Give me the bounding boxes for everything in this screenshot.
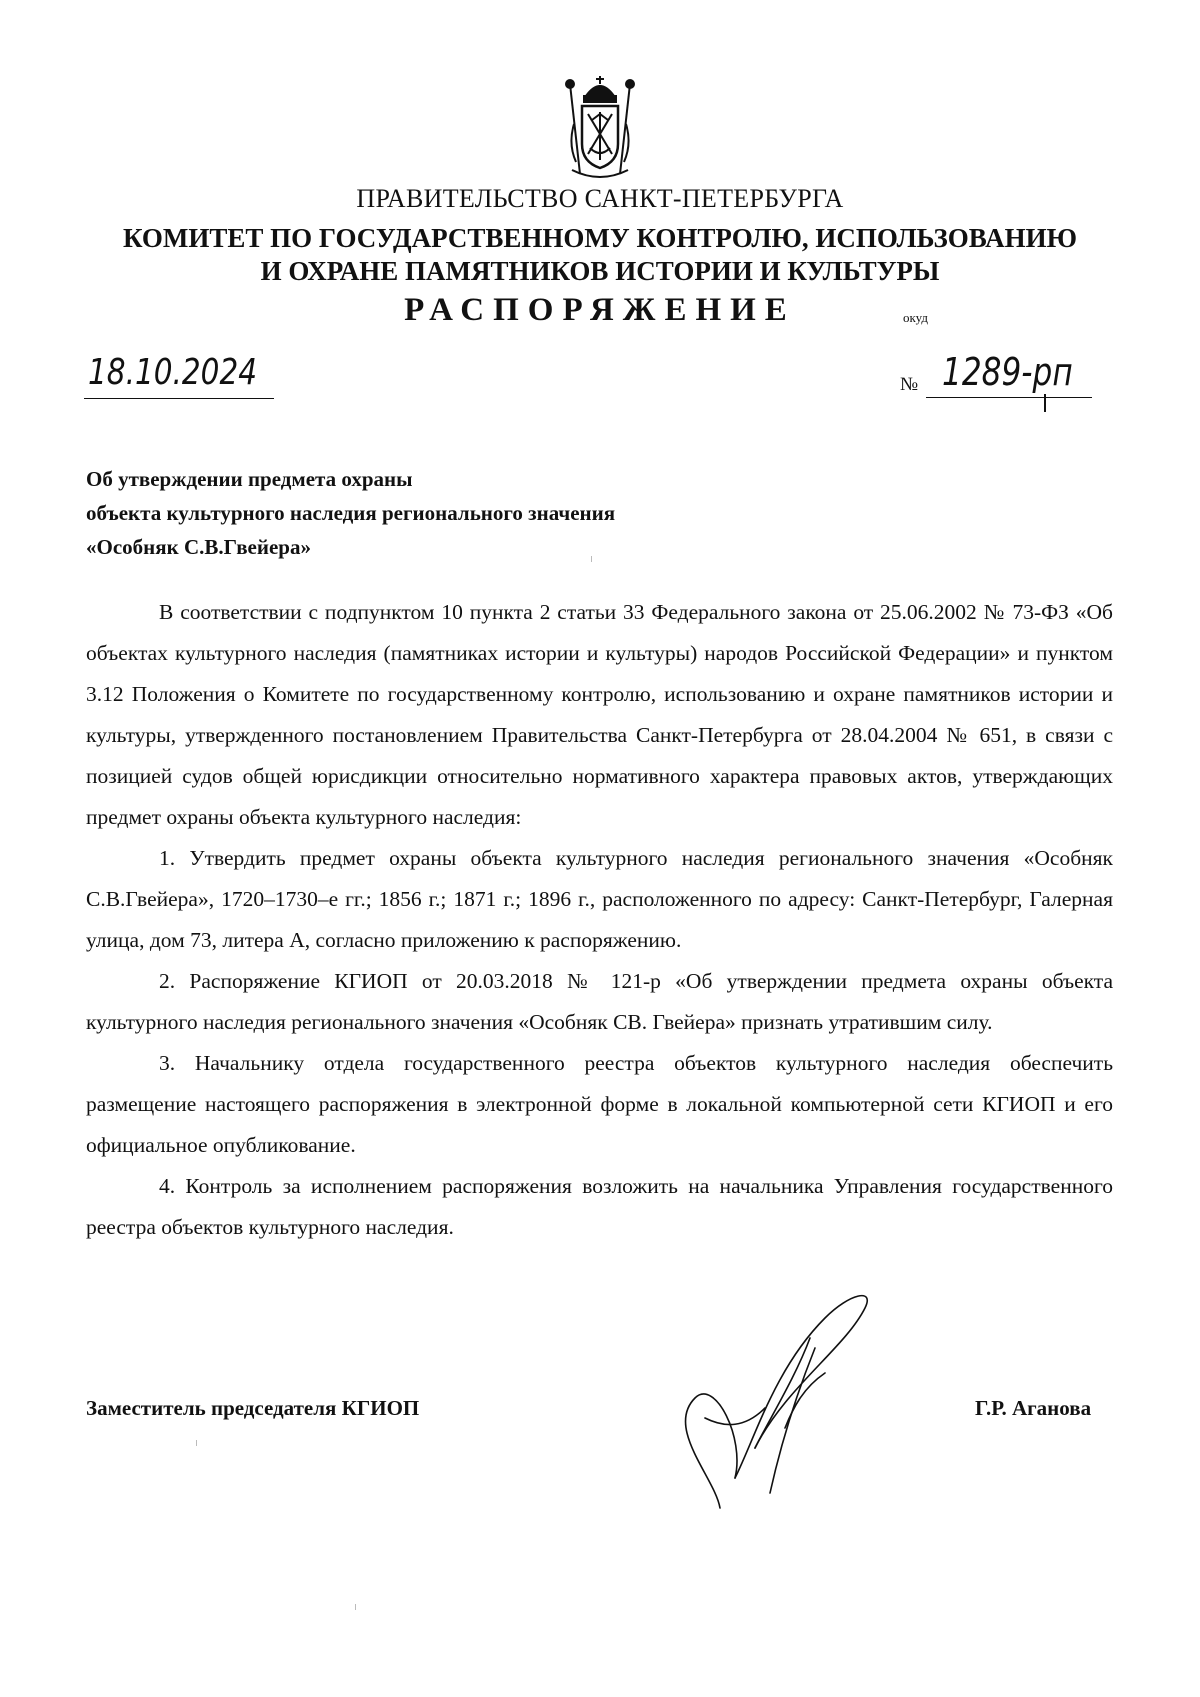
document-date: 18.10.2024 [88,352,258,393]
number-stroke [1044,394,1046,412]
document-number: 1289-рп [942,350,1073,394]
subject-line3: «Особняк С.В.Гвейера» [86,535,311,559]
number-sign: № [900,374,919,395]
document-type-title: РАСПОРЯЖЕНИЕ [404,292,796,328]
document-date-field [84,354,274,399]
item-3-paragraph: 3. Начальнику отдела государственного реестра объектов культурного наследия обеспечить размещение настоящего распоряжения в электронной форме в локальной компьютерной сети КГИОП и его официальное опубликование. [86,1051,1113,1157]
committee-heading-line2: И ОХРАНЕ ПАМЯТНИКОВ ИСТОРИИ И КУЛЬТУРЫ [260,256,940,286]
preamble-paragraph: В соответствии с подпунктом 10 пункта 2 статьи 33 Федерального закона от 25.06.2002 № 73-ФЗ «Об объектах культурного наследия (памятниках истории и культуры) народов Российской Федерации» и пунктом 3.12 Положения о Комитете по государственному контролю, использованию и охране памятников истории и культуры, утвержденного постановлением Правительства Санкт-Петербурга от 28.04.2004 № 651, в связи с позицией судов общей юрисдикции относительно нормативного характера правовых актов, утверждающих предмет охраны объекта культурного наследия: [86,600,1113,829]
item-4-paragraph: 4. Контроль за исполнением распоряжения возложить на начальника Управления государственного реестра объектов культурного наследия. [86,1174,1113,1239]
committee-heading-line1: КОМИТЕТ ПО ГОСУДАРСТВЕННОМУ КОНТРОЛЮ, ИСПОЛЬЗОВАНИЮ [123,223,1077,253]
item-2-paragraph: 2. Распоряжение КГИОП от 20.03.2018 № 121-р «Об утверждении предмета охраны объекта культурного наследия регионального значения «Особняк СВ. Гвейера» признать утратившим силу. [86,969,1113,1034]
scan-speck [196,1440,197,1446]
document-subject [86,462,615,564]
signatory-role: Заместитель председателя КГИОП [86,1396,420,1420]
subject-line2: объекта культурного наследия регионального значения [86,501,616,525]
government-heading: ПРАВИТЕЛЬСТВО САНКТ-ПЕТЕРБУРГА [356,184,844,213]
scan-speck [355,1604,356,1610]
committee-heading [0,222,1200,288]
item-1-paragraph: 1. Утвердить предмет охраны объекта культурного наследия регионального значения «Особняк С.В.Гвейера», 1720–1730–е гг.; 1856 г.; 1871 г.; 1896 г., расположенного по адресу: Санкт-Петербург, Галерная улица, дом 73, литера А, согласно приложению к распоряжению. [86,846,1113,952]
subject-line1: Об утверждении предмета охраны [86,467,413,491]
document-number-field [900,350,1100,398]
coat-of-arms-emblem [558,74,642,182]
scan-speck [591,556,592,562]
number-underline [926,397,1092,398]
document-body [86,592,1113,1248]
signatory-name: Г.Р. Аганова [975,1396,1092,1420]
handwritten-signature [675,1278,895,1518]
okud-label: окуд [903,310,928,325]
